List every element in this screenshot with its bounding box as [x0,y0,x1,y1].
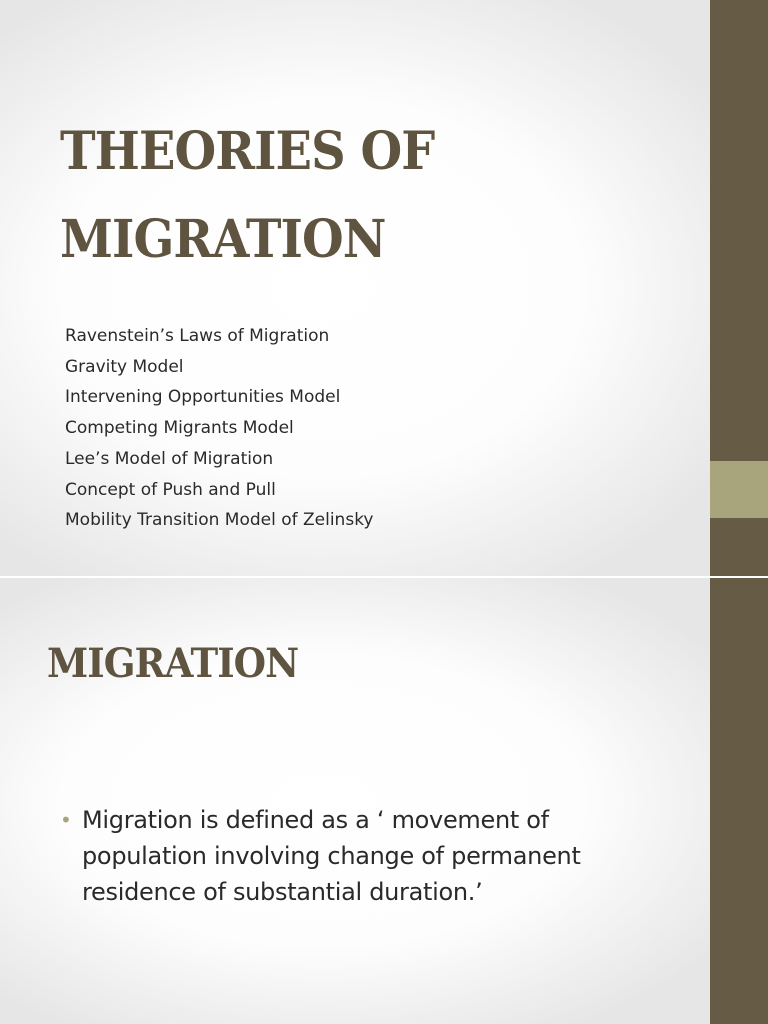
bullet-text: Migration is defined as a ‘ movement of population involving change of permanent residence of substantial duration.’ [82,806,581,906]
list-item: Ravenstein’s Laws of Migration [65,326,330,346]
list-item: Gravity Model [65,356,184,377]
bullet-point [60,802,660,910]
list-item: Concept of Push and Pull [65,479,276,500]
bullet-icon: • [60,808,72,832]
side-bar-accent [710,461,768,518]
list-item: Competing Migrants Model [65,418,294,439]
slide-title [60,108,612,284]
list-item: Mobility Transition Model of Zelinsky [65,510,374,531]
list-item: Lee’s Model of Migration [65,448,274,469]
title-line-2: MIGRATION [60,209,386,270]
slide-migration-definition [0,578,768,1024]
title-line-1: THEORIES OF [60,121,435,182]
slide-title: MIGRATION [47,640,299,687]
slide-side-bar [710,0,768,576]
theory-list [65,321,374,536]
slide-side-bar [710,578,768,1024]
list-item: Intervening Opportunities Model [65,387,341,408]
